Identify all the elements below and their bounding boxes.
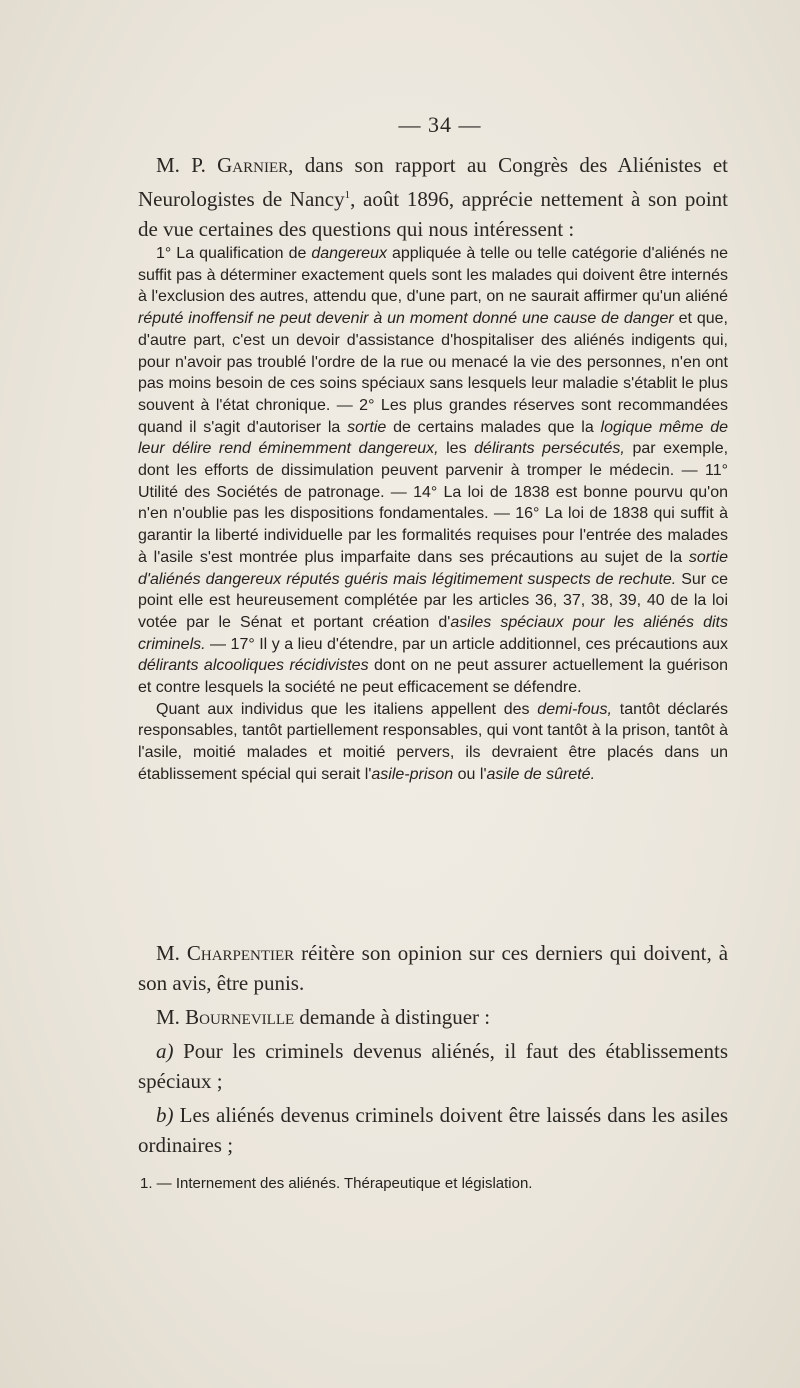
author-name: M. P. Garnier [156,153,289,177]
quant-paragraph: Quant aux individus que les italiens appellent des demi-fous, tantôt déclarés responsables, tantôt partiellement responsables, qui vont tantôt à la prison, tantôt à l'asile, moitié malades et moitié pervers, ils devraient être placés dans un établissement spécial qui serait l'asile-prison ou l'asile de sûreté. [138,700,728,783]
item-a: a) Pour les criminels devenus aliénés, il faut des établissements spéciaux ; [138,1039,728,1093]
footnote-ref: 1 [344,189,351,201]
points-paragraph: 1° La qualification de dangereux appliquée à telle ou telle catégorie d'aliénés ne suffit pas à déterminer exactement quels sont les malades qui doivent être internés à l'exclusion des autres, attendu que, d'une part, on ne saurait affirmer qu'un aliéné réputé inoffensif ne peut devenir à un moment donné une cause de danger et que, d'autre part, c'est un devoir d'assistance d'hospitaliser des aliénés indigents qui, pour n'avoir pas troublé l'ordre de la rue ou menacé la vie des personnes, n'en ont pas moins besoin de ces soins spéciaux sans lesquels leur maladie s'établit le plus souvent à l'état chronique. — 2° Les plus grandes réserves sont recommandées quand il s'agit d'autoriser la sortie de certains malades que la logique même de leur délire rend éminemment dangereux, les délirants persécutés, par exemple, dont les efforts de dissimulation peuvent parvenir à tromper le médecin. — 11° Utilité des Sociétés de patronage. — 14° La loi de 1838 est bonne pourvu qu'on n'en n'oublie pas les dispositions fondamentales. — 16° La loi de 1838 qui suffit à garantir la liberté individuelle par les formalités requises pour l'entrée des malades à l'asile s'est montrée plus imparfaite dans ses précautions au sujet de la sortie d'aliénés dangereux réputés guéris mais légitimement suspects de rechute. Sur ce point elle est heureusement complétée par les articles 36, 37, 38, 39, 40 de la loi votée par le Sénat et portant création d'asiles spéciaux pour les aliénés dits criminels. — 17° Il y a lieu d'étendre, par un article additionnel, ces précautions aux délirants alcooliques récidivistes dont on ne peut assurer actuellement la guérison et contre lesquels la société ne peut efficacement se défendre. [138,245,729,697]
intro-paragraph: M. P. Garnier, dans son rapport au Congrès des Aliénistes et Neurologistes de Nancy$^1$, août 1896, apprécie nettement à son point de vue certaines des questions qui nous intéressent : [138,153,728,241]
discussion [138,938,728,1160]
footnote: 1. — Internement des aliénés. Thérapeutique et législation. [140,1175,533,1192]
summary-points [138,243,728,786]
item-b: b) Les aliénés devenus criminels doivent être laissés dans les asiles ordinaires ; [138,1103,728,1157]
page-number: — 34 — [398,112,482,137]
charpentier-paragraph: M. Charpentier réitère son opinion sur ces derniers qui doivent, à son avis, être punis. [138,941,729,995]
bourneville-paragraph: M. Bourneville demande à distinguer : [156,1005,491,1029]
